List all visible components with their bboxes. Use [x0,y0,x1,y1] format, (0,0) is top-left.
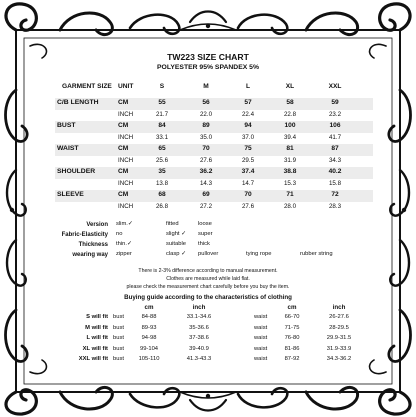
guide-unit-inch: inch [332,304,346,311]
cell-inch: 27.6 [241,203,255,210]
guide-bust-inch: 37-38.6 [189,335,209,341]
guide-waist-cm: 76-80 [284,335,300,341]
header-garment-size: GARMENT SIZE [62,83,112,90]
guide-bust-label: bust [113,335,124,341]
guide-bust-label: bust [113,324,124,331]
cell-cm: 72 [331,191,339,198]
cell-inch: 34.3 [328,157,342,164]
cell-inch: 13.8 [155,180,169,187]
header-size: S [159,83,165,90]
guide-bust-inch: 35-36.6 [189,324,209,331]
guide-waist-label: waist [254,345,268,352]
guide-waist-label: waist [254,324,268,331]
cell-inch: 28.3 [328,203,342,210]
cell-inch: 31.9 [283,157,297,164]
cell-inch: 29.5 [241,157,255,164]
attr-label-version: Version [86,222,108,228]
measurement-label: WAIST [57,145,79,152]
cell-cm: 94 [244,122,252,129]
note-line: Clothes are measured while laid flat. [166,276,250,282]
guide-waist-inch: 26-27.6 [329,314,349,320]
cell-inch: 22.8 [283,111,297,118]
guide-bust-cm: 105-110 [138,356,160,362]
attr-option: suitable [166,241,186,247]
cm-row-band [55,167,373,179]
guide-waist-cm: 81-86 [284,345,300,352]
attr-label-wearing-way: wearing way [72,252,108,258]
cell-inch: 23.2 [328,111,342,118]
cell-inch: 26.8 [155,203,169,210]
guide-bust-inch: 39-40.9 [189,345,209,352]
header-size: L [245,83,251,90]
cell-cm: 81 [286,145,294,152]
cell-inch: 22.0 [199,111,213,118]
guide-waist-label: waist [254,335,268,341]
cell-cm: 35 [158,168,166,175]
cell-cm: 40.2 [328,168,342,175]
cell-cm: 38.8 [283,168,297,175]
guide-bust-inch: 41.3-43.3 [186,356,212,362]
cell-cm: 70 [244,191,252,198]
unit-inch: INCH [118,203,134,210]
cell-cm: 56 [202,99,210,106]
attr-option: slight ✓ [166,231,187,237]
measurement-label: BUST [57,122,76,129]
cell-cm: 84 [158,122,166,129]
cell-cm: 70 [202,145,210,152]
attr-label-elasticity: Fabric-Elasticity [61,232,108,238]
measurement-label: SHOULDER [57,168,96,175]
measurement-label: C/B LENGTH [57,99,99,106]
cm-row-band [55,121,373,133]
attr-option: loose [198,221,212,227]
cell-inch: 14.3 [199,180,213,187]
unit-cm: CM [118,168,129,175]
guide-bust-cm: 94-98 [141,335,157,341]
cell-cm: 100 [284,122,296,129]
guide-waist-label: waist [254,356,268,362]
guide-bust-label: bust [113,345,124,352]
guide-waist-cm: 87-92 [284,356,300,362]
cell-cm: 36.2 [199,168,213,175]
cell-cm: 59 [331,99,339,106]
cell-cm: 55 [158,99,166,106]
attr-option: fitted [166,221,179,227]
cell-inch: 27.2 [199,203,213,210]
header-unit: UNIT [118,83,134,90]
cell-inch: 41.7 [328,134,342,141]
note-line: There is 2-3% difference according to manual measurement. [138,268,278,274]
cell-cm: 57 [244,99,252,106]
guide-bust-cm: 99-104 [139,345,159,352]
cell-cm: 69 [202,191,210,198]
cell-cm: 87 [331,145,339,152]
cm-row-band [55,98,373,110]
attr-option: thick [198,241,210,247]
guide-waist-inch: 29.9-31.5 [326,335,352,341]
cm-row-band [55,144,373,156]
cell-inch: 25.6 [155,157,169,164]
cell-inch: 28.0 [283,203,297,210]
guide-size: XL will fit [82,345,108,352]
attr-option: rubber string [300,251,333,257]
cell-cm: 37.4 [241,168,255,175]
cell-inch: 33.1 [155,134,169,141]
cell-inch: 37.0 [241,134,255,141]
guide-bust-inch: 33.1-34.6 [186,314,212,320]
cell-cm: 68 [158,191,166,198]
guide-waist-cm: 71-75 [284,324,300,331]
guide-waist-cm: 66-70 [284,314,300,320]
cell-cm: 58 [286,99,294,106]
guide-bust-cm: 89-93 [141,324,157,331]
attr-option: slim.✓ [116,221,133,227]
note-line: please check the measurement chart carefully before you buy the item. [126,284,290,290]
cell-cm: 71 [286,191,294,198]
attr-option: thin.✓ [116,241,132,247]
attr-option: clasp ✓ [166,251,187,257]
cell-inch: 39.4 [283,134,297,141]
cell-cm: 65 [158,145,166,152]
guide-unit-cm: cm [144,304,154,311]
cell-cm: 106 [329,122,341,129]
material-composition: POLYESTER 95% SPANDEX 5% [157,64,259,71]
guide-bust-cm: 84-88 [141,314,157,320]
guide-waist-inch: 28-29.5 [329,324,349,331]
unit-inch: INCH [118,134,134,141]
header-size: XXL [328,83,342,90]
cell-inch: 14.7 [241,180,255,187]
guide-size: L will fit [86,335,108,341]
attr-option: no [116,231,123,237]
attr-option: tying rope [246,251,272,257]
attr-option: pullover [198,251,219,257]
cell-inch: 22.4 [241,111,255,118]
unit-inch: INCH [118,180,134,187]
cell-inch: 35.0 [199,134,213,141]
attr-label-thickness: Thickness [78,242,108,248]
guide-waist-label: waist [254,314,268,320]
unit-inch: INCH [118,157,134,164]
unit-inch: INCH [118,111,134,118]
guide-waist-inch: 34.3-36.2 [326,356,352,362]
cell-inch: 21.7 [155,111,169,118]
guide-waist-inch: 31.9-33.9 [326,345,352,352]
cell-inch: 27.6 [199,157,213,164]
unit-cm: CM [118,145,129,152]
attr-option: zipper [116,251,132,257]
guide-size: M will fit [85,324,108,331]
guide-size: S will fit [86,314,108,320]
header-size: XL [285,83,295,90]
unit-cm: CM [118,122,129,129]
page-title: TW223 SIZE CHART [167,52,249,62]
guide-unit-inch: inch [192,304,206,311]
cell-inch: 15.8 [328,180,342,187]
cell-inch: 15.3 [283,180,297,187]
cell-cm: 75 [244,145,252,152]
header-size: M [203,83,209,90]
measurement-label: SLEEVE [57,191,84,198]
guide-size: XXL will fit [78,356,108,362]
guide-bust-label: bust [113,356,124,362]
unit-cm: CM [118,191,129,198]
cm-row-band [55,190,373,202]
buying-guide-heading: Buying guide according to the characteristics of clothing [124,294,292,301]
attr-option: super [198,231,213,237]
unit-cm: CM [118,99,129,106]
guide-unit-cm: cm [287,304,297,311]
cell-cm: 89 [202,122,210,129]
guide-bust-label: bust [113,314,124,320]
